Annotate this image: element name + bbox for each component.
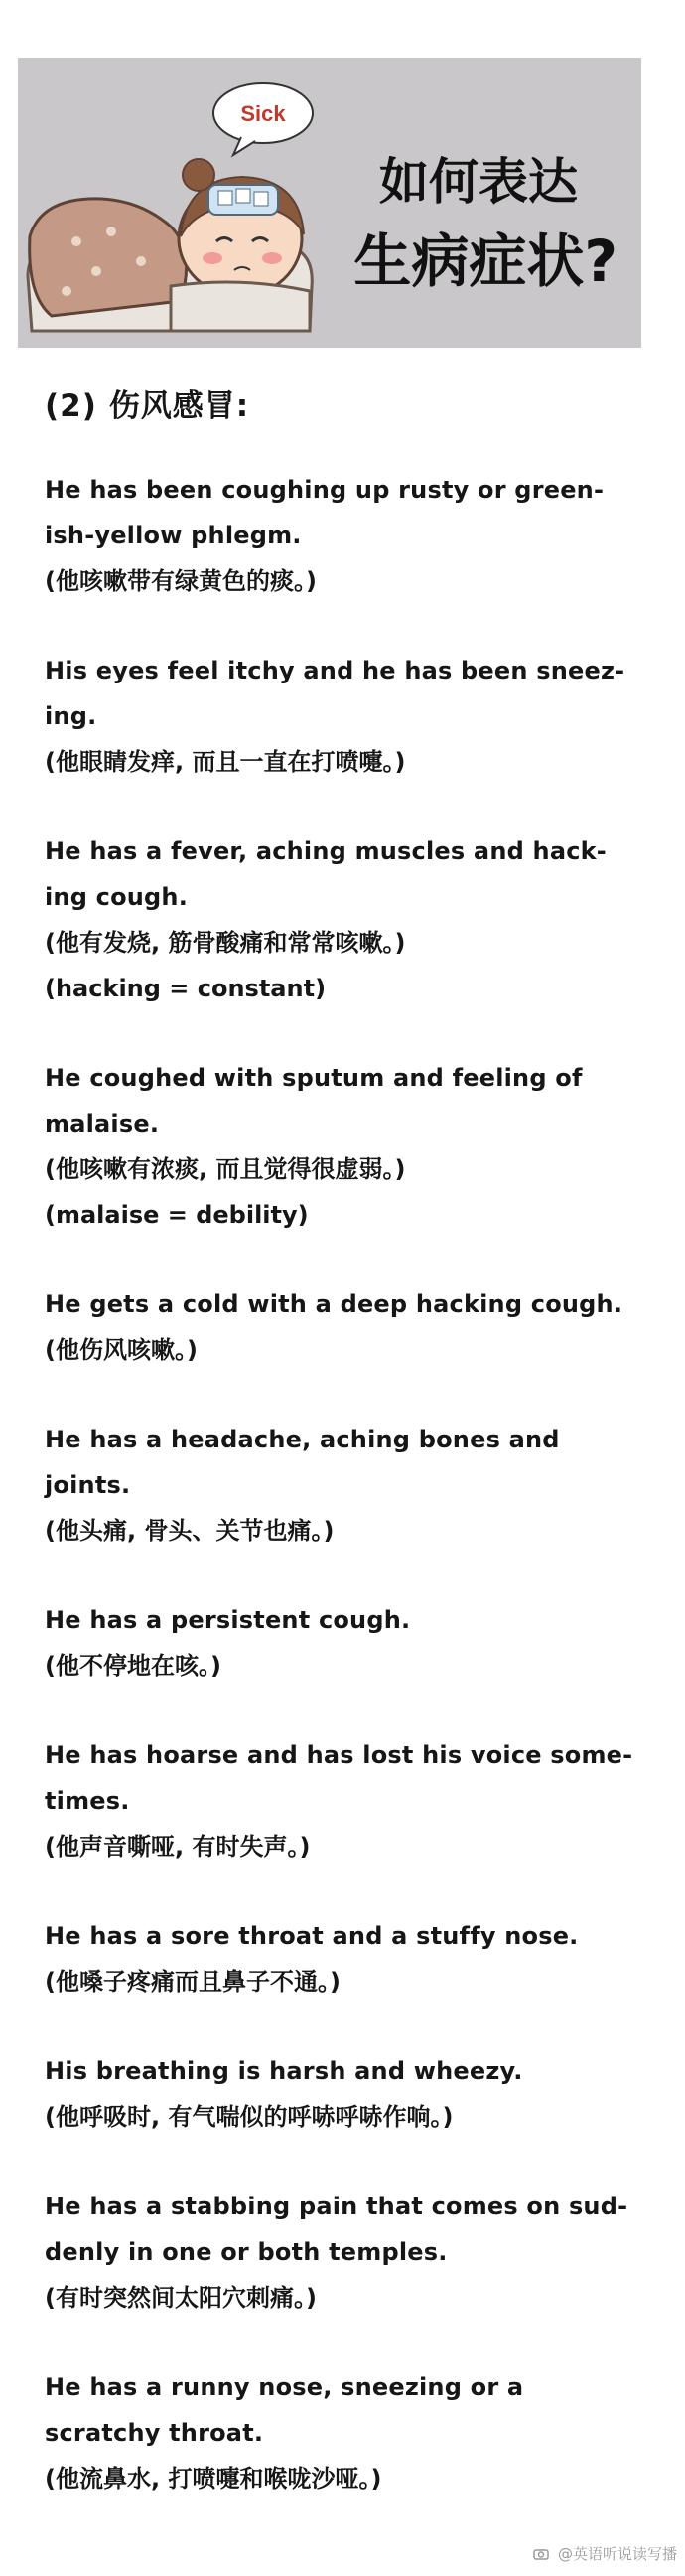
chinese-translation: (他有发烧, 筋骨酸痛和常常咳嗽。) — [45, 929, 406, 957]
chinese-translation: (他头痛, 骨头、关节也痛。) — [45, 1517, 335, 1545]
section-heading: (2) 伤风感冒: — [45, 388, 250, 424]
vocabulary-note: (malaise = debility) — [45, 1201, 309, 1229]
english-sentence-line: His breathing is harsh and wheezy. — [45, 2057, 523, 2085]
english-sentence-line: scratchy throat. — [45, 2419, 264, 2447]
english-sentence-line: ish-yellow phlegm. — [45, 522, 302, 549]
chinese-translation: (他声音嘶哑, 有时失声。) — [45, 1833, 311, 1861]
chinese-translation: (他伤风咳嗽。) — [45, 1336, 198, 1364]
phrase-item — [45, 2048, 640, 2140]
english-sentence-line: He has a sore throat and a stuffy nose. — [45, 1922, 579, 1950]
english-sentence-line: He has a stabbing pain that comes on sud- — [45, 2193, 628, 2220]
english-sentence-line: He has a fever, aching muscles and hack- — [45, 837, 607, 865]
english-sentence-line: He has hoarse and has lost his voice some- — [45, 1742, 633, 1769]
phrase-item — [45, 1417, 640, 1554]
english-sentence-line: He coughed with sputum and feeling of — [45, 1064, 583, 1092]
phrase-item — [45, 1597, 640, 1689]
english-sentence-line: ing. — [45, 702, 97, 730]
watermark — [533, 2543, 677, 2564]
phrase-item — [45, 1282, 640, 1373]
chinese-translation: (有时突然间太阳穴刺痛。) — [45, 2284, 317, 2312]
chinese-translation: (他眼睛发痒, 而且一直在打喷嚏。) — [45, 748, 406, 776]
watermark-text: @英语听说读写播 — [557, 2545, 677, 2563]
english-sentence-line: He has a headache, aching bones and — [45, 1426, 560, 1453]
phrase-list — [45, 467, 640, 2545]
chinese-translation: (他流鼻水, 打喷嚏和喉咙沙哑。) — [45, 2465, 382, 2493]
camera-icon — [533, 2546, 549, 2564]
banner-title-line2: 生病症状? — [353, 227, 617, 295]
phrase-item — [45, 2364, 640, 2501]
english-sentence-line: He has a persistent cough. — [45, 1606, 411, 1634]
chinese-translation: (他呼吸时, 有气喘似的呼哧呼哧作响。) — [45, 2103, 454, 2131]
english-sentence-line: times. — [45, 1787, 130, 1815]
sick-label: Sick — [240, 101, 286, 126]
phrase-item — [45, 2184, 640, 2321]
chinese-translation: (他不停地在咳。) — [45, 1652, 221, 1680]
english-sentence-line: malaise. — [45, 1110, 160, 1137]
phrase-item — [45, 1913, 640, 2005]
english-sentence-line: joints. — [45, 1471, 131, 1499]
banner-title-line1: 如何表达 — [379, 153, 578, 211]
chinese-translation: (他咳嗽有浓痰, 而且觉得很虚弱。) — [45, 1155, 406, 1183]
english-sentence-line: ing cough. — [45, 883, 189, 911]
sick-girl-illustration — [22, 127, 320, 345]
phrase-item — [45, 648, 640, 785]
phrase-item — [45, 1055, 640, 1238]
header-banner — [18, 58, 641, 348]
vocabulary-note: (hacking = constant) — [45, 975, 327, 1002]
phrase-item — [45, 829, 640, 1011]
english-sentence-line: His eyes feel itchy and he has been sneez- — [45, 657, 625, 684]
english-sentence-line: denly in one or both temples. — [45, 2238, 448, 2266]
english-sentence-line: He has been coughing up rusty or green- — [45, 476, 605, 504]
phrase-item — [45, 467, 640, 604]
chinese-translation: (他嗓子疼痛而且鼻子不通。) — [45, 1968, 341, 1996]
chinese-translation: (他咳嗽带有绿黄色的痰。) — [45, 567, 317, 595]
english-sentence-line: He gets a cold with a deep hacking cough. — [45, 1290, 623, 1318]
banner-title — [353, 142, 617, 301]
english-sentence-line: He has a runny nose, sneezing or a — [45, 2373, 524, 2401]
phrase-item — [45, 1733, 640, 1870]
